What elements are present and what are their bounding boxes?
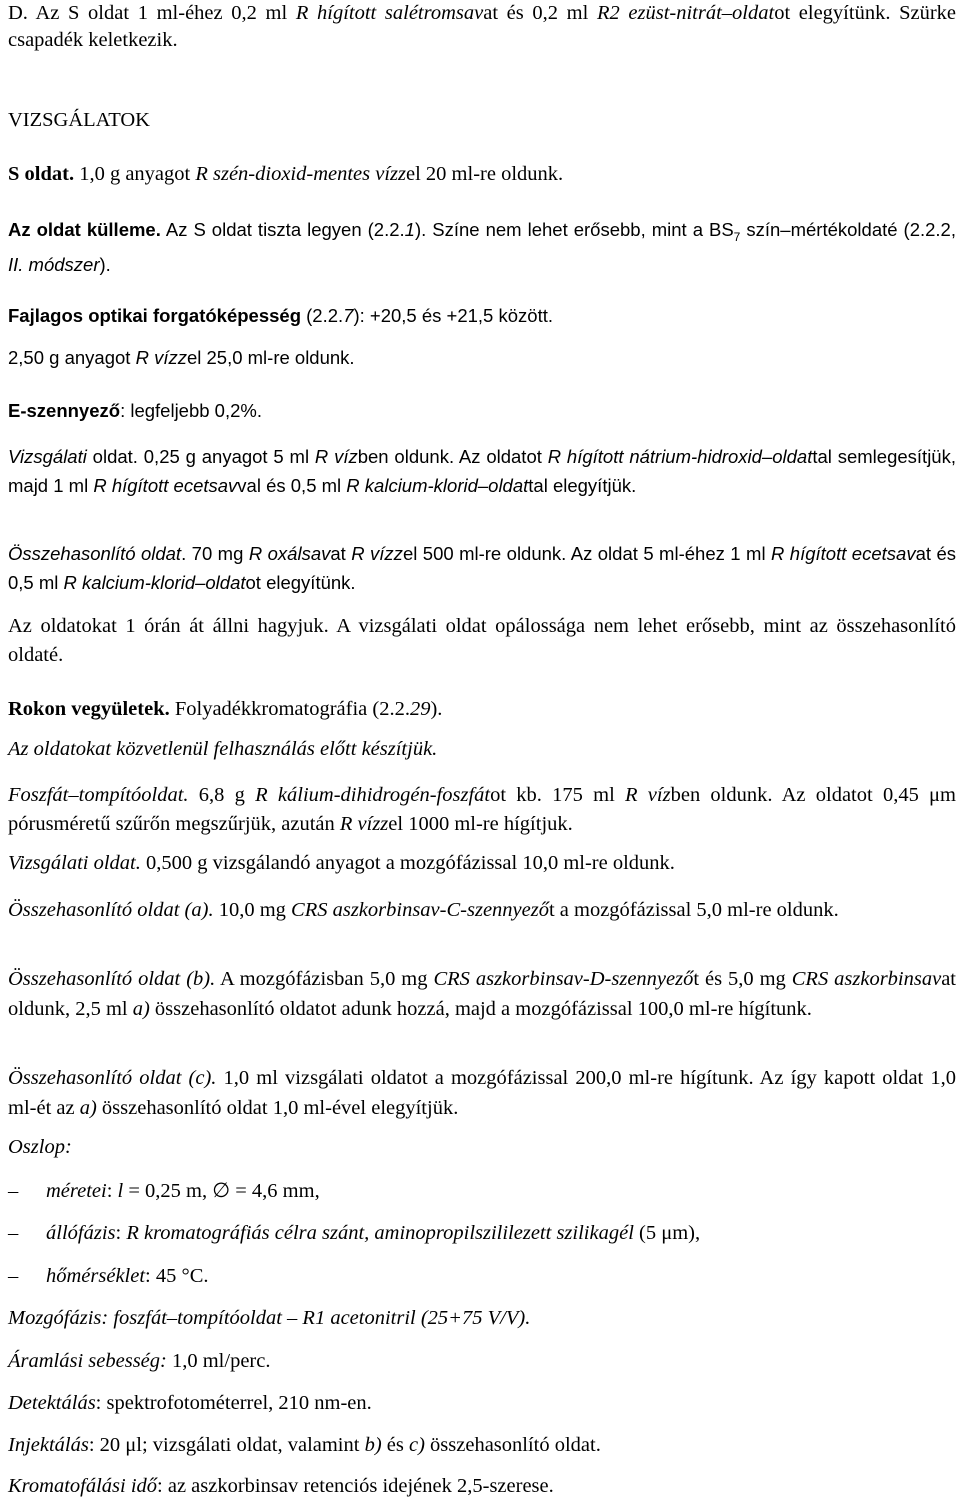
text: ot elegyítünk. xyxy=(245,572,356,593)
list-item xyxy=(8,1178,956,1205)
paragraph-vizsgalati-2 xyxy=(8,850,956,877)
text: II. módszer xyxy=(8,254,100,276)
text: összehasonlító oldatot adunk hozzá, majd a mozgófázissal 100,0 ml-re hígítunk. xyxy=(149,998,812,1020)
reagent-name: CRS aszkorbinsav-D-szennyező xyxy=(433,968,694,990)
paragraph-e-szennyezo xyxy=(8,397,956,424)
text: at és 0,5 ml xyxy=(8,543,956,593)
text: (2.2. xyxy=(301,305,344,326)
paragraph-osszehasonlito-b xyxy=(8,964,956,1024)
paragraph-kulleme xyxy=(8,216,956,279)
text: : 20 μl; vizsgálati oldat, valamint xyxy=(88,1434,365,1456)
reagent-name: R kromatográfiás célra szánt, aminopropilszililezett szilikagél xyxy=(126,1222,634,1244)
text: összehasonlító oldat. xyxy=(424,1434,601,1456)
text: ben oldunk. Az oldatot xyxy=(357,446,548,467)
reagent-name: R szén-dioxid-mentes vízz xyxy=(195,163,407,185)
paragraph-detektalas xyxy=(8,1390,956,1417)
text: D. Az S oldat 1 ml-éhez 0,2 ml xyxy=(8,2,296,24)
text: 1,0 g anyagot xyxy=(74,163,196,185)
text: el 25,0 ml-re oldunk. xyxy=(186,347,355,368)
text: el 20 ml-re oldunk. xyxy=(406,163,564,185)
paragraph-label: Vizsgálati oldat. xyxy=(8,852,141,874)
reagent-name: R hígított nátrium-hidroxid–oldat xyxy=(547,446,813,467)
text: t a mozgófázissal 5,0 ml-re oldunk. xyxy=(548,899,839,921)
text: ot kb. 175 ml xyxy=(490,784,626,806)
subscript: 7 xyxy=(733,230,741,245)
reagent-name: CRS aszkorbinsav-C-szennyező xyxy=(291,899,549,921)
reagent-name: R2 ezüst-nitrát–oldat xyxy=(596,2,775,24)
paragraph-label: Injektálás xyxy=(8,1434,89,1456)
text: c) xyxy=(408,1434,425,1456)
text: 29 xyxy=(409,698,431,720)
paragraph-aramlasi xyxy=(8,1348,956,1375)
text: tal semlegesítjük, majd 1 ml xyxy=(8,446,956,496)
paragraph-rokon xyxy=(8,696,956,723)
text: el 500 ml-re oldunk. Az oldat 5 ml-éhez 1 ml xyxy=(402,543,771,564)
paragraph-label: Foszfát–tompítóoldat. xyxy=(8,784,189,806)
reagent-name: R oxálsav xyxy=(248,543,331,564)
paragraph-label: Összehasonlító oldat (a). xyxy=(8,899,214,921)
paragraph-allni-hagyjuk: Az oldatokat 1 órán át állni hagyjuk. A vizsgálati oldat opálossága nem lehet erősebb, mint az összehasonlító oldaté. xyxy=(8,615,956,666)
text: at xyxy=(330,543,352,564)
paragraph-label: Detektálás xyxy=(8,1392,96,1414)
paragraph-label: Összehasonlító oldat (c). xyxy=(8,1067,217,1089)
text: : spektrofotométerrel, 210 nm-en. xyxy=(95,1392,372,1414)
reagent-name: R kalcium-klorid–oldat xyxy=(346,475,529,496)
list-item xyxy=(8,1220,956,1247)
text: at és 0,2 ml xyxy=(483,2,597,24)
text: 1 xyxy=(404,219,415,240)
paragraph-label: S oldat. xyxy=(8,163,75,185)
text: oldat. 0,25 g anyagot 5 ml xyxy=(86,446,315,467)
paragraph-kozvetlenul: Az oldatokat közvetlenül felhasználás előtt készítjük. xyxy=(8,738,438,760)
list-label: hőmérséklet xyxy=(46,1265,146,1287)
paragraph-label: Áramlási sebesség: xyxy=(8,1350,167,1372)
text: ). xyxy=(430,698,443,720)
dash-bullet: – xyxy=(8,1180,19,1202)
reagent-name: R hígított ecetsav xyxy=(93,475,238,496)
reagent-name: R kalcium-klorid–oldat xyxy=(63,572,246,593)
reagent-name: R kálium-dihidrogén-foszfát xyxy=(255,784,491,806)
reagent-name: CRS aszkorbinsav xyxy=(791,968,942,990)
paragraph-vizsgalati-1 xyxy=(8,442,956,500)
reagent-name: R vízz xyxy=(339,813,389,835)
text: l xyxy=(117,1180,124,1202)
text: = 0,25 m, ∅ = 4,6 mm, xyxy=(123,1180,320,1202)
text: : legfeljebb 0,2%. xyxy=(120,400,262,421)
paragraph-label: Összehasonlító oldat xyxy=(8,543,182,564)
text: 1,0 ml vizsgálati oldatot a mozgófázissal 200,0 ml-re hígítunk. Az így kapott oldat 1,0 ml-ét az xyxy=(8,1067,956,1119)
reagent-name: R víz xyxy=(314,446,358,467)
paragraph-kromatografalasi-ido xyxy=(8,1473,956,1500)
paragraph-label: Összehasonlító oldat (b). xyxy=(8,968,216,990)
text: ot elegyítünk. Szürke csapadék keletkezik. xyxy=(8,2,957,51)
text: a) xyxy=(79,1097,97,1119)
text: 10,0 mg xyxy=(213,899,292,921)
text: b) xyxy=(364,1434,382,1456)
paragraph-s-oldat xyxy=(8,161,956,188)
paragraph-label: Kromatofálási idő xyxy=(8,1475,158,1497)
text: szín–mértékoldaté (2.2.2, xyxy=(740,219,956,240)
paragraph-label: Rokon vegyületek. xyxy=(8,698,170,720)
reagent-name: R hígított salétromsav xyxy=(295,2,484,24)
reagent-name: R víz xyxy=(625,784,671,806)
text: ). xyxy=(99,254,111,276)
paragraph-label: E-szennyező xyxy=(8,400,121,421)
text: A mozgófázisban 5,0 mg xyxy=(215,968,434,990)
text: ben oldunk. Az oldatot 0,45 μm pórusméretű szűrőn megszűrjük, azután xyxy=(8,784,956,835)
dash-bullet: – xyxy=(8,1222,19,1244)
text: : xyxy=(115,1222,127,1244)
text: val és 0,5 ml xyxy=(237,475,347,496)
paragraph-foszfat xyxy=(8,781,956,839)
dash-bullet: – xyxy=(8,1265,19,1287)
text: t és 5,0 mg xyxy=(693,968,792,990)
paragraph-anyag-250 xyxy=(8,344,956,371)
paragraph-oszlop: Oszlop: xyxy=(8,1136,72,1158)
text: . 70 mg xyxy=(181,543,249,564)
paragraph-label: Vizsgálati xyxy=(8,446,87,467)
text: összehasonlító oldat 1,0 ml-ével elegyítjük. xyxy=(96,1097,459,1119)
list-label: méretei xyxy=(46,1180,107,1202)
list-item xyxy=(8,1263,956,1290)
text: ). Színe nem lehet erősebb, mint a BS xyxy=(414,219,734,240)
text: tal elegyítjük. xyxy=(528,475,637,496)
text: : xyxy=(106,1180,118,1202)
text: 6,8 g xyxy=(188,784,256,806)
paragraph-label: Fajlagos optikai forgatóképesség xyxy=(8,305,301,326)
text: 2,50 g anyagot xyxy=(8,347,136,368)
list-label: állófázis xyxy=(46,1222,116,1244)
paragraph-osszehasonlito-1 xyxy=(8,539,956,597)
paragraph-osszehasonlito-c xyxy=(8,1063,956,1123)
paragraph-injektalas xyxy=(8,1432,956,1459)
reagent-name: R vízz xyxy=(351,543,403,564)
paragraph-osszehasonlito-a xyxy=(8,895,956,925)
reagent-name: R hígított ecetsav xyxy=(771,543,916,564)
paragraph-d-test xyxy=(8,0,956,54)
paragraph-label: Az oldat külleme. xyxy=(8,219,161,240)
text: 7 xyxy=(343,305,354,326)
text: Az S oldat tiszta legyen (2.2. xyxy=(160,219,405,240)
text: a) xyxy=(132,998,150,1020)
paragraph-fajlagos xyxy=(8,302,956,329)
text: : az aszkorbinsav retenciós idejének 2,5-szerese. xyxy=(157,1475,554,1497)
text: Folyadékkromatográfia (2.2. xyxy=(169,698,410,720)
text: el 1000 ml-re hígítjuk. xyxy=(388,813,573,835)
text: és xyxy=(381,1434,409,1456)
text: 1,0 ml/perc. xyxy=(166,1350,271,1372)
text: ): +20,5 és +21,5 között. xyxy=(353,305,553,326)
section-heading-vizsgalatok: VIZSGÁLATOK xyxy=(8,109,150,131)
paragraph-mozgofazis: Mozgófázis: foszfát–tompítóoldat – R1 acetonitril (25+75 V/V). xyxy=(8,1307,531,1329)
text: : 45 °C. xyxy=(145,1265,209,1287)
text: (5 μm), xyxy=(633,1222,701,1244)
reagent-name: R vízz xyxy=(135,347,187,368)
text: at oldunk, 2,5 ml xyxy=(8,968,956,1020)
text: 0,500 g vizsgálandó anyagot a mozgófázissal 10,0 ml-re oldunk. xyxy=(140,852,675,874)
